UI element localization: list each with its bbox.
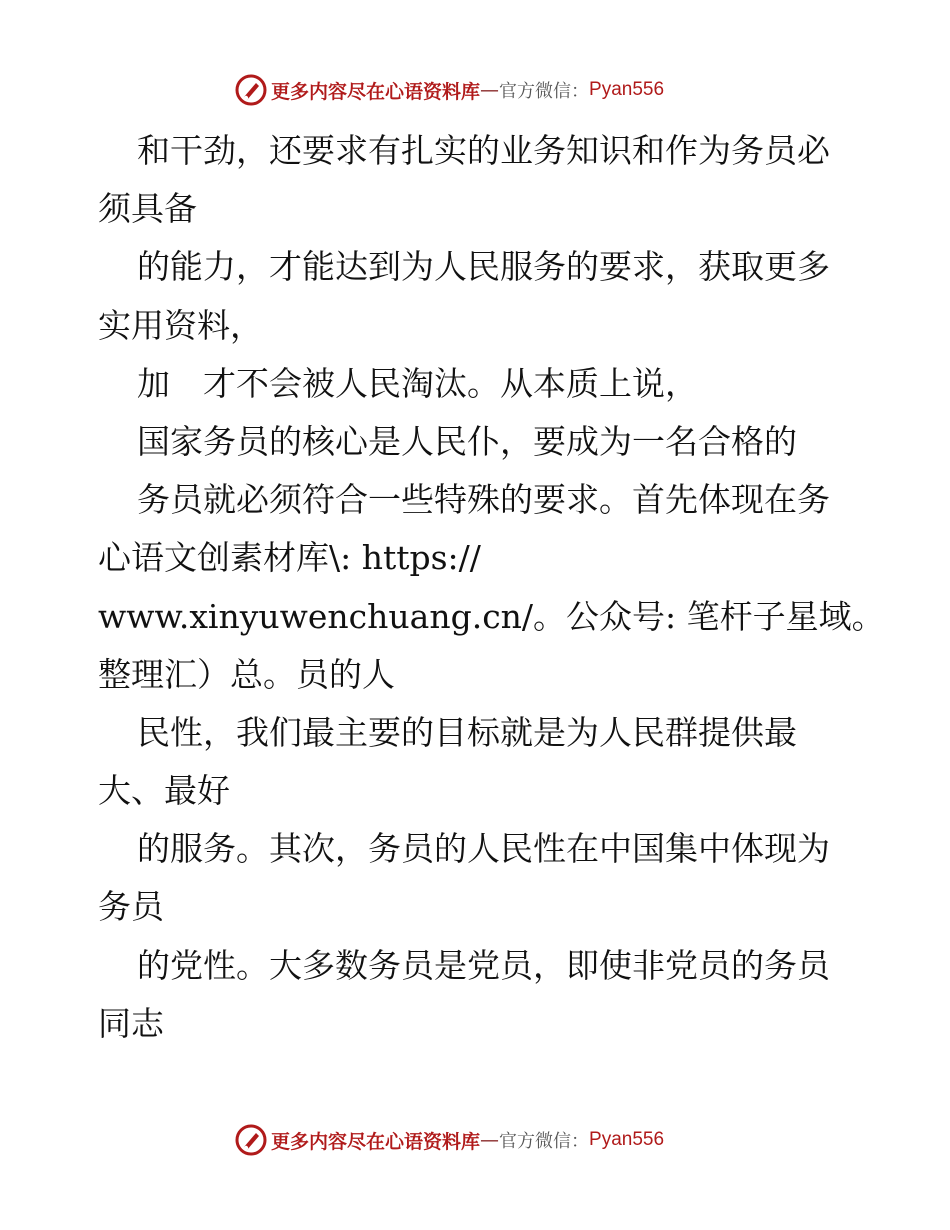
body-line: 的党性。大多数务员是党员，即使非党员的务员 <box>137 945 830 985</box>
header-banner <box>235 72 664 108</box>
footer-wechat-label: 官方微信： <box>499 1131 590 1152</box>
header-title: 更多内容尽在心语资料库 <box>271 80 481 103</box>
body-line: 务员就必须符合一些特殊的要求。首先体现在务 <box>137 480 830 520</box>
body-line: 同志 <box>98 1003 164 1043</box>
footer-title: 更多内容尽在心语资料库 <box>271 1130 481 1153</box>
body-line: 和干劲，还要求有扎实的业务知识和作为务员必 <box>137 131 830 170</box>
body-line: 民性，我们最主要的目标就是为人民群提供最 <box>137 712 797 752</box>
footer-banner <box>235 1122 664 1158</box>
body-line: 加 才不会被人民淘汰。从本质上说， <box>137 363 698 403</box>
header-separator: — <box>480 79 500 101</box>
body-line: 整理汇）总。员的人 <box>98 654 395 694</box>
header-wechat-label: 官方微信： <box>499 81 590 102</box>
footer-separator: — <box>480 1129 500 1151</box>
body-line: 国家务员的核心是人民仆，要成为一名合格的 <box>137 421 797 461</box>
body-line: 实用资料， <box>98 305 263 345</box>
body-line: 心语文创素材库\: https:// <box>98 538 481 578</box>
header-wechat-id: Pyan556 <box>589 79 665 100</box>
body-line: 的能力，才能达到为人民服务的要求，获取更多 <box>137 247 830 287</box>
body-line: 大、最好 <box>98 771 230 811</box>
body-line: www.xinyuwenchuang.cn/。公众号: 笔杆子星域。 <box>98 596 885 636</box>
document-body <box>98 122 885 1053</box>
pen-logo-icon <box>235 1124 267 1156</box>
body-line: 须具备 <box>98 189 197 229</box>
footer-wechat-id: Pyan556 <box>589 1129 665 1150</box>
body-line: 务员 <box>98 887 164 927</box>
body-line: 的服务。其次，务员的人民性在中国集中体现为 <box>137 829 830 869</box>
pen-logo-icon <box>235 74 267 106</box>
